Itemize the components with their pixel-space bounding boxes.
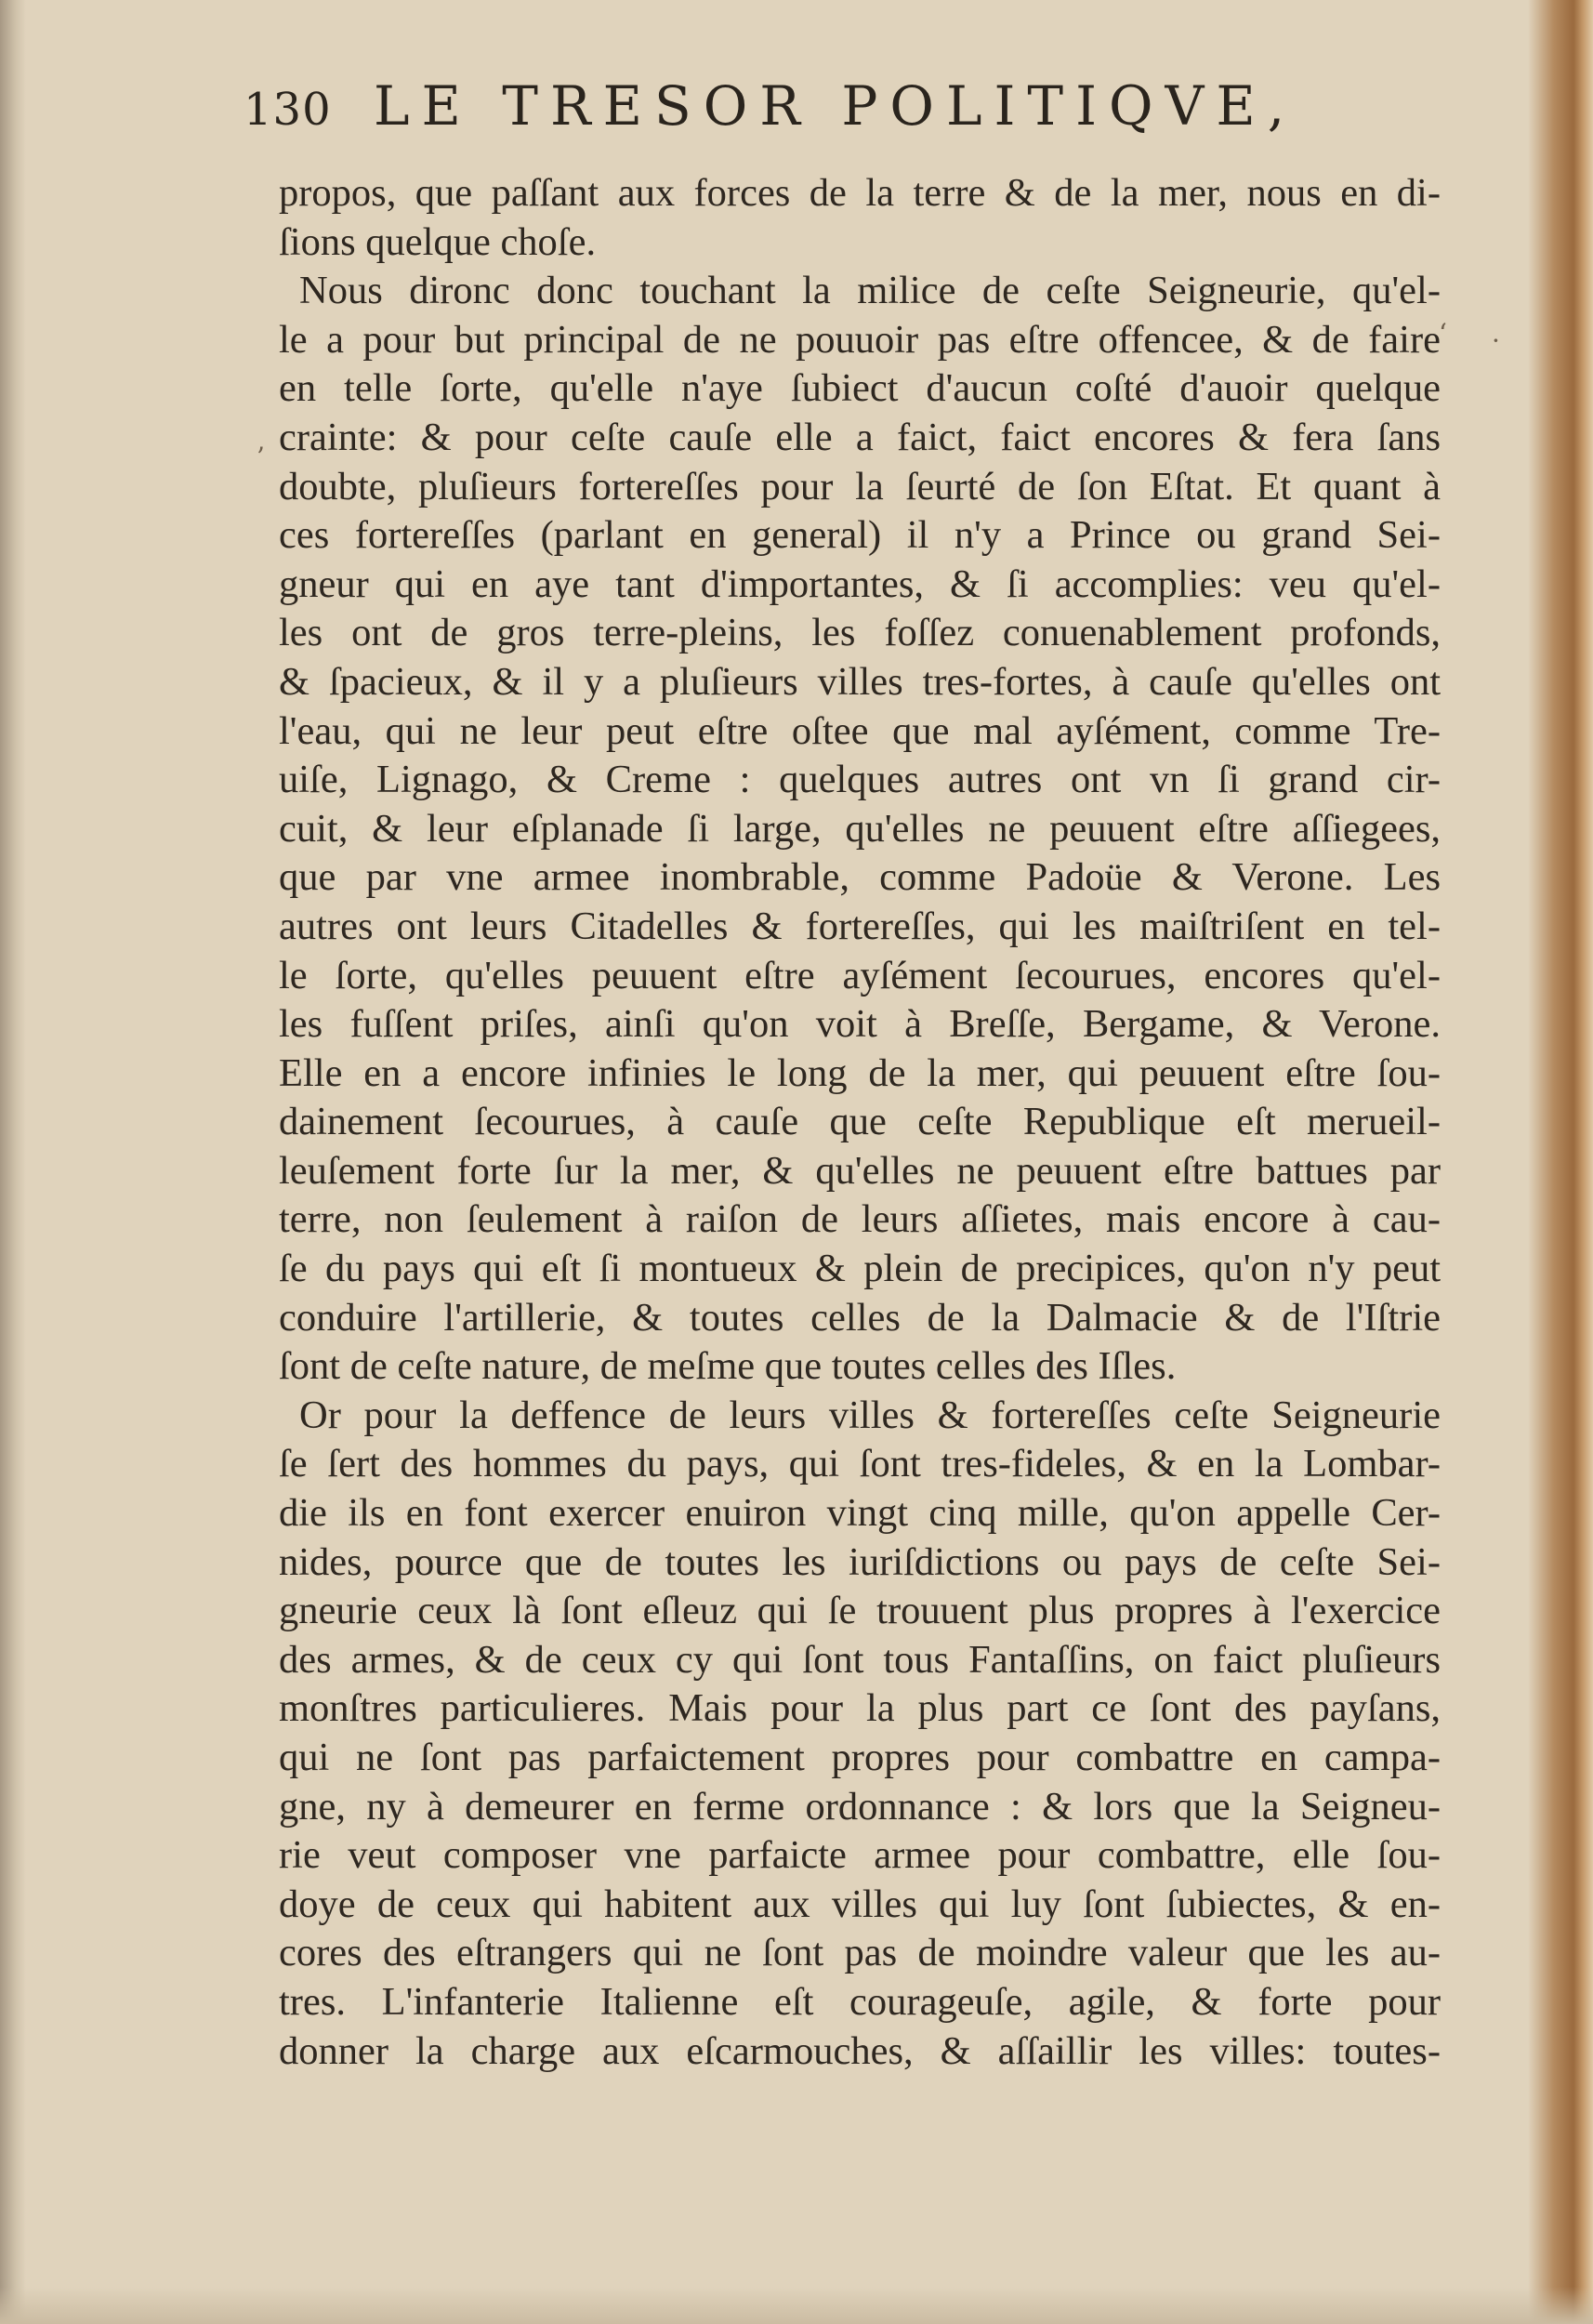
text-line: doye de ceux qui habitent aux villes qui luy ſont ſubiectes, & en- xyxy=(279,1882,1441,1926)
text-line: uiſe, Lignago, & Creme : quelques autres ont vn ſi grand cir- xyxy=(279,758,1441,802)
text-line: terre, non ſeulement à raiſon de leurs aſſietes, mais encore à cau- xyxy=(279,1197,1441,1242)
text-line: monſtres particulieres. Mais pour la plus part ce ſont des payſans, xyxy=(279,1686,1441,1731)
text-line: des armes, & de ceux cy qui ſont tous Fantaſſins, on faict pluſieurs xyxy=(279,1637,1441,1682)
text-line: nides, pource que de toutes les iuriſdictions ou pays de ceſte Sei- xyxy=(279,1539,1441,1584)
text-line: gne, ny à demeurer en ferme ordonnance : & lors que la Seigneu- xyxy=(279,1784,1441,1829)
text-line: que par vne armee inombrable, comme Padoüe & Verone. Les xyxy=(279,855,1441,900)
text-line: leuſement forte ſur la mer, & qu'elles ne peuuent eſtre battues par xyxy=(279,1148,1441,1193)
text-line: donner la charge aux eſcarmouches, & aſſaillir les villes: toutes- xyxy=(279,2028,1441,2073)
text-line: tres. L'infanterie Italienne eſt courageuſe, agile, & forte pour xyxy=(279,1979,1441,2024)
text-line: qui ne ſont pas parfaictement propres pour combattre en campa- xyxy=(279,1736,1441,1779)
text-line: le a pour but principal de ne pouuoir pas eſtre offencee, & de faire xyxy=(279,317,1441,362)
page-number: 130 xyxy=(244,84,332,136)
text-line: ſions quelque choſe. xyxy=(279,219,597,264)
text-line: die ils en font exercer enuiron vingt cinq mille, qu'on appelle Cer- xyxy=(279,1491,1441,1536)
page-bottom-shade xyxy=(0,2287,1593,2324)
text-line: en telle ſorte, qu'elle n'aye ſubiect d'aucun coſté d'auoir quelque xyxy=(279,366,1441,411)
text-line: cores des eſtrangers qui ne ſont pas de moindre valeur que les au- xyxy=(279,1931,1441,1975)
text-line: le ſorte, qu'elles peuuent eſtre ayſément ſecourues, encores qu'el- xyxy=(279,953,1441,997)
text-line: Elle en a encore infinies le long de la mer, qui peuuent eſtre ſou- xyxy=(279,1050,1441,1095)
body-text xyxy=(279,169,1441,2076)
text-line: les ont de gros terre-pleins, les foſſez conuenablement profonds, xyxy=(279,611,1441,655)
text-line: ſe ſert des hommes du pays, qui ſont tres-fideles, & en la Lombar- xyxy=(279,1442,1441,1486)
text-line: conduire l'artillerie, & toutes celles de la Dalmacie & de l'Iſtrie xyxy=(279,1295,1441,1340)
text-line: autres ont leurs Citadelles & fortereſſes, qui les maiſtriſent en tel- xyxy=(279,904,1441,948)
text-line: l'eau, qui ne leur peut eſtre oſtee que mal ayſément, comme Tre- xyxy=(279,708,1441,753)
text-line: ſont de ceſte nature, de meſme que toutes celles des Iſles. xyxy=(279,1344,1177,1389)
text-line: propos, que paſſant aux forces de la terre & de la mer, nous en di- xyxy=(279,171,1441,215)
text-line: dainement ſecourues, à cauſe que ceſte Republique eſt merueil- xyxy=(279,1100,1441,1144)
text-line: Nous dironc donc touchant la milice de ceſte Seigneurie, qu'el- xyxy=(299,269,1441,313)
text-line: Or pour la deffence de leurs villes & fortereſſes ceſte Seigneurie xyxy=(299,1393,1441,1437)
text-line: cuit, & leur eſplanade ſi large, qu'elles ne peuuent eſtre aſſiegees, xyxy=(279,806,1441,851)
running-title: LE TRESOR POLITIQVE, xyxy=(374,74,1297,138)
text-line: & ſpacieux, & il y a pluſieurs villes tres-fortes, à cauſe qu'elles ont xyxy=(279,659,1441,704)
text-line: ces fortereſſes (parlant en general) il n'y a Prince ou grand Sei- xyxy=(279,513,1441,558)
page-left-edge xyxy=(0,0,26,2324)
margin-mark: ’ xyxy=(257,442,265,472)
text-line: gneurie ceux là ſont eſleuz qui ſe trouuent plus propres à l'exercice xyxy=(279,1589,1441,1633)
text-line: ſe du pays qui eſt ſi montueux & plein de precipices, qu'on n'y peut xyxy=(279,1247,1441,1291)
page-gutter-shadow xyxy=(1528,0,1593,2324)
margin-mark: ‘ xyxy=(1439,318,1447,349)
text-line: doubte, pluſieurs fortereſſes pour la ſeurté de ſon Eſtat. Et quant à xyxy=(279,464,1441,508)
page-header xyxy=(244,67,1377,151)
margin-mark: · xyxy=(1492,325,1500,356)
text-line: gneur qui en aye tant d'importantes, & ſi accomplies: veu qu'el- xyxy=(279,561,1441,606)
text-line: crainte: & pour ceſte cauſe elle a faict, faict encores & fera ſans xyxy=(279,415,1441,459)
text-line: rie veut composer vne parfaicte armee pour combattre, elle ſou- xyxy=(279,1833,1441,1878)
text-line: les fuſſent priſes, ainſi qu'on voit à Breſſe, Bergame, & Verone. xyxy=(279,1002,1441,1047)
